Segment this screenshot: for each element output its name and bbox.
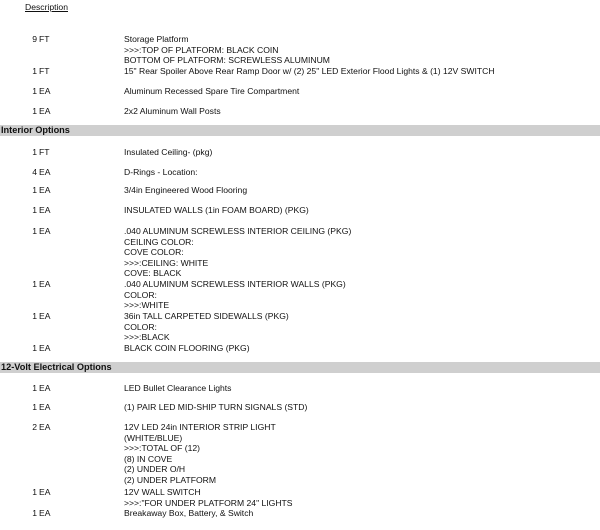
item-description <box>124 422 276 486</box>
item-description <box>124 383 231 394</box>
item-quantity: 1 <box>32 86 37 96</box>
item-unit: EA <box>39 185 51 195</box>
item-unit: EA <box>39 508 51 518</box>
description-line: COVE COLOR: <box>124 247 184 258</box>
item-quantity: 1 <box>32 311 37 321</box>
section-header-interior: Interior Options <box>0 125 600 136</box>
description-line: Breakaway Box, Battery, & Switch <box>124 508 254 518</box>
item-unit: EA <box>39 205 51 215</box>
item-description <box>124 508 253 519</box>
item-quantity: 1 <box>32 487 37 497</box>
description-line: Aluminum Recessed Spare Tire Compartment <box>124 86 300 96</box>
item-description <box>124 167 198 178</box>
section-header-electrical: 12-Volt Electrical Options <box>0 362 600 373</box>
description-line: >>>:TOP OF PLATFORM: BLACK COIN <box>124 44 279 55</box>
description-line: LED Bullet Clearance Lights <box>124 383 232 393</box>
description-line: >>>:CEILING: WHITE <box>124 257 209 268</box>
item-quantity: 1 <box>32 226 37 236</box>
description-line: COLOR: <box>124 321 157 332</box>
description-line: >>>:"FOR UNDER PLATFORM 24" LIGHTS <box>124 497 293 508</box>
description-line: 15" Rear Spoiler Above Rear Ramp Door w/ (2) 25" LED Exterior Flood Lights & (1) 12V SWITCH <box>124 66 495 76</box>
item-quantity: 1 <box>32 343 37 353</box>
item-quantity: 1 <box>32 106 37 116</box>
item-description <box>124 185 247 196</box>
description-line: .040 ALUMINUM SCREWLESS INTERIOR CEILING (PKG) <box>124 226 352 236</box>
item-description <box>124 311 289 343</box>
item-quantity: 1 <box>32 205 37 215</box>
description-line: BLACK COIN FLOORING (PKG) <box>124 343 250 353</box>
item-unit: EA <box>39 226 51 236</box>
description-line: COVE: BLACK <box>124 268 182 279</box>
item-description <box>124 34 330 66</box>
item-unit: EA <box>39 279 51 289</box>
description-line: >>>:BLACK <box>124 332 170 343</box>
item-description <box>124 487 293 508</box>
item-unit: EA <box>39 487 51 497</box>
description-line: (8) IN COVE <box>124 453 173 464</box>
description-line: >>>:TOTAL OF (12) <box>124 443 201 454</box>
description-line: COLOR: <box>124 289 157 300</box>
item-quantity: 4 <box>32 167 37 177</box>
item-description <box>124 343 250 354</box>
item-description <box>124 205 309 216</box>
description-line: (WHITE/BLUE) <box>124 432 183 443</box>
item-unit: EA <box>39 106 51 116</box>
item-description <box>124 147 212 158</box>
item-description <box>124 66 495 77</box>
item-description <box>124 106 221 117</box>
description-line: CEILING COLOR: <box>124 236 194 247</box>
item-unit: EA <box>39 343 51 353</box>
item-quantity: 1 <box>32 279 37 289</box>
description-line: 36in TALL CARPETED SIDEWALLS (PKG) <box>124 311 289 321</box>
description-line: INSULATED WALLS (1in FOAM BOARD) (PKG) <box>124 205 309 215</box>
description-line: 3/4in Engineered Wood Flooring <box>124 185 248 195</box>
description-line: >>>:WHITE <box>124 300 170 311</box>
item-description <box>124 226 351 279</box>
item-unit: EA <box>39 311 51 321</box>
item-description <box>124 279 346 311</box>
item-quantity: 1 <box>32 508 37 518</box>
item-description <box>124 402 307 413</box>
description-line: BOTTOM OF PLATFORM: SCREWLESS ALUMINUM <box>124 55 330 66</box>
item-unit: EA <box>39 86 51 96</box>
description-line: 2x2 Aluminum Wall Posts <box>124 106 221 116</box>
description-line: .040 ALUMINUM SCREWLESS INTERIOR WALLS (PKG) <box>124 279 346 289</box>
description-line: (1) PAIR LED MID-SHIP TURN SIGNALS (STD) <box>124 402 308 412</box>
item-quantity: 9 <box>32 34 37 44</box>
item-unit: EA <box>39 383 51 393</box>
description-column-header: Description <box>25 2 68 12</box>
item-quantity: 1 <box>32 402 37 412</box>
description-line: 12V WALL SWITCH <box>124 487 201 497</box>
item-unit: FT <box>39 34 50 44</box>
description-line: Storage Platform <box>124 34 189 44</box>
item-description <box>124 86 299 97</box>
item-quantity: 1 <box>32 147 37 157</box>
item-quantity: 2 <box>32 422 37 432</box>
description-line: D-Rings - Location: <box>124 167 198 177</box>
item-unit: EA <box>39 422 51 432</box>
item-quantity: 1 <box>32 66 37 76</box>
description-line: Insulated Ceiling- (pkg) <box>124 147 213 157</box>
item-unit: FT <box>39 66 50 76</box>
description-line: 12V LED 24in INTERIOR STRIP LIGHT <box>124 422 276 432</box>
description-line: (2) UNDER PLATFORM <box>124 474 216 485</box>
item-unit: EA <box>39 402 51 412</box>
item-unit: EA <box>39 167 51 177</box>
description-line: (2) UNDER O/H <box>124 464 186 475</box>
item-quantity: 1 <box>32 383 37 393</box>
item-unit: FT <box>39 147 50 157</box>
item-quantity: 1 <box>32 185 37 195</box>
